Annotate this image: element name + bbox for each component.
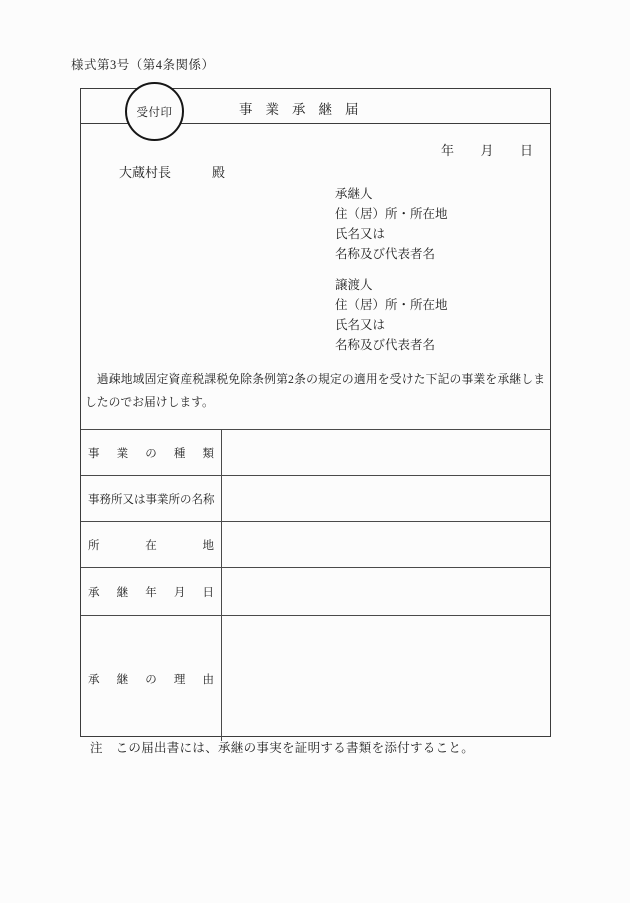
year-label: 年 xyxy=(441,143,455,158)
table-row-location xyxy=(81,521,550,567)
row-value-cell xyxy=(222,616,550,741)
table-row-succession-reason xyxy=(81,615,550,741)
row-value-cell xyxy=(222,476,550,521)
row-label: 事務所又は事業所の名称 xyxy=(81,476,222,521)
successor-name-label: 氏名又は xyxy=(335,227,386,241)
transferor-representative-label: 名称及び代表者名 xyxy=(335,338,436,352)
form-border-box xyxy=(80,88,551,737)
successor-address-label: 住（居）所・所在地 xyxy=(335,207,448,221)
transferor-address-label: 住（居）所・所在地 xyxy=(335,298,448,312)
table-row-business-type xyxy=(81,429,550,475)
footer-note: 注 この届出書には、承継の事実を証明する書類を添付すること。 xyxy=(90,741,475,755)
successor-representative-label: 名称及び代表者名 xyxy=(335,247,436,261)
addressee-line xyxy=(119,162,225,181)
table-row-office-name xyxy=(81,475,550,521)
row-label: 事 業 の 種 類 xyxy=(81,430,222,475)
form-code-label: 様式第3号（第4条関係） xyxy=(71,58,215,72)
honorific-label: 殿 xyxy=(212,165,226,180)
row-label: 所 在 地 xyxy=(81,522,222,567)
table-row-succession-date xyxy=(81,567,550,615)
body-paragraph: 過疎地域固定資産税課税免除条例第2条の規定の適用を受けた下記の事業を承継しましたのでお届けします。 xyxy=(85,372,545,409)
row-value-cell xyxy=(222,568,550,615)
row-label: 承 継 の 理 由 xyxy=(81,616,222,741)
form-title: 事業承継届 xyxy=(239,102,372,117)
reception-stamp-circle xyxy=(125,82,184,141)
transferor-heading: 譲渡人 xyxy=(335,278,373,292)
month-label: 月 xyxy=(480,143,494,158)
reception-stamp-label: 受付印 xyxy=(136,106,173,119)
addressee-name: 大蔵村長 xyxy=(119,165,172,180)
transferor-name-label: 氏名又は xyxy=(335,318,386,332)
form-header-band xyxy=(81,89,550,124)
successor-block xyxy=(335,184,448,264)
row-value-cell xyxy=(222,522,550,567)
day-label: 日 xyxy=(519,143,533,158)
transferor-block xyxy=(335,275,448,355)
succession-table xyxy=(81,429,550,741)
date-line xyxy=(441,140,533,159)
successor-heading: 承継人 xyxy=(335,187,373,201)
row-label: 承 継 年 月 日 xyxy=(81,568,222,615)
row-value-cell xyxy=(222,430,550,475)
